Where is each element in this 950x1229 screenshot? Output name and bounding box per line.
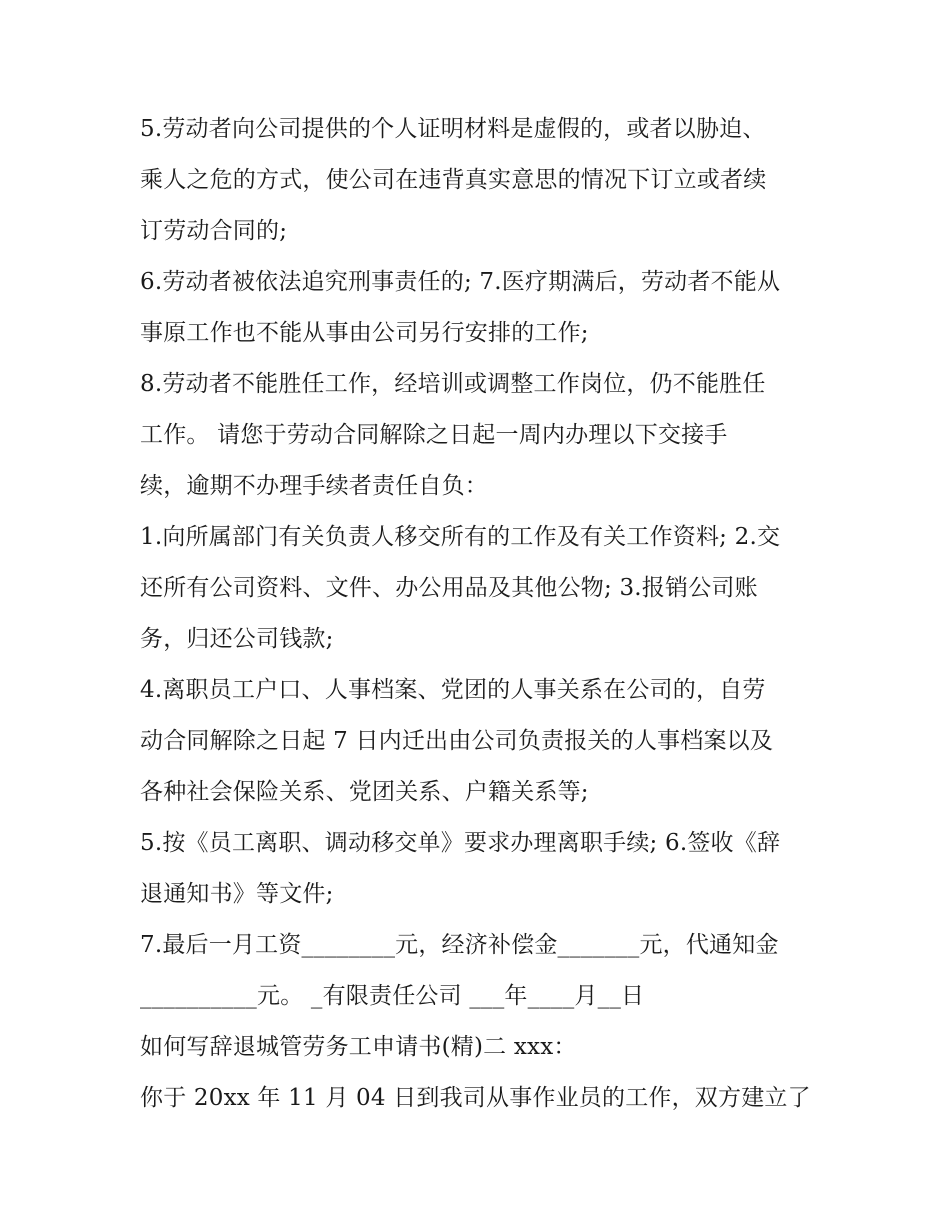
text-line: 退通知书》等文件; [140, 881, 334, 907]
document-body [140, 104, 820, 1124]
text-line: 订劳动合同的; [140, 218, 288, 244]
text-line: 你于 20xx 年 11 月 04 日到我司从事作业员的工作，双方建立了 [140, 1085, 811, 1111]
text-line: 续，逾期不办理手续者责任自负： [140, 473, 488, 499]
text-line: 事原工作也不能从事由公司另行安排的工作; [140, 320, 589, 346]
text-line: 乘人之危的方式，使公司在违背真实意思的情况下订立或者续 [140, 167, 767, 193]
text-line: 4.离职员工户口、人事档案、党团的人事关系在公司的，自劳 [140, 677, 766, 703]
text-line: 5.按《员工离职、调动移交单》要求办理离职手续; 6.签收《辞 [140, 830, 781, 856]
text-line: 1.向所属部门有关负责人移交所有的工作及有关工作资料; 2.交 [140, 524, 781, 550]
text-line: 7.最后一月工资________元，经济补偿金_______元，代通知金 [140, 932, 779, 958]
text-line: 如何写辞退城管劳务工申请书(精)二 xxx： [140, 1034, 577, 1060]
text-line: 5.劳动者向公司提供的个人证明材料是虚假的，或者以胁迫、 [140, 116, 766, 142]
text-line: 务，归还公司钱款; [140, 626, 334, 652]
text-line: 工作。 请您于劳动合同解除之日起一周内办理以下交接手 [140, 422, 728, 448]
text-line: 还所有公司资料、文件、办公用品及其他公物; 3.报销公司账 [140, 575, 758, 601]
text-line: 各种社会保险关系、党团关系、户籍关系等; [140, 779, 589, 805]
text-line: 动合同解除之日起 7 日内迁出由公司负责报关的人事档案以及 [140, 728, 774, 754]
text-line: __________元。 _有限责任公司 ___年____月__日 [140, 983, 645, 1009]
text-line: 6.劳动者被依法追究刑事责任的; 7.医疗期满后，劳动者不能从 [140, 269, 781, 295]
text-line: 8.劳动者不能胜任工作，经培训或调整工作岗位，仍不能胜任 [140, 371, 766, 397]
